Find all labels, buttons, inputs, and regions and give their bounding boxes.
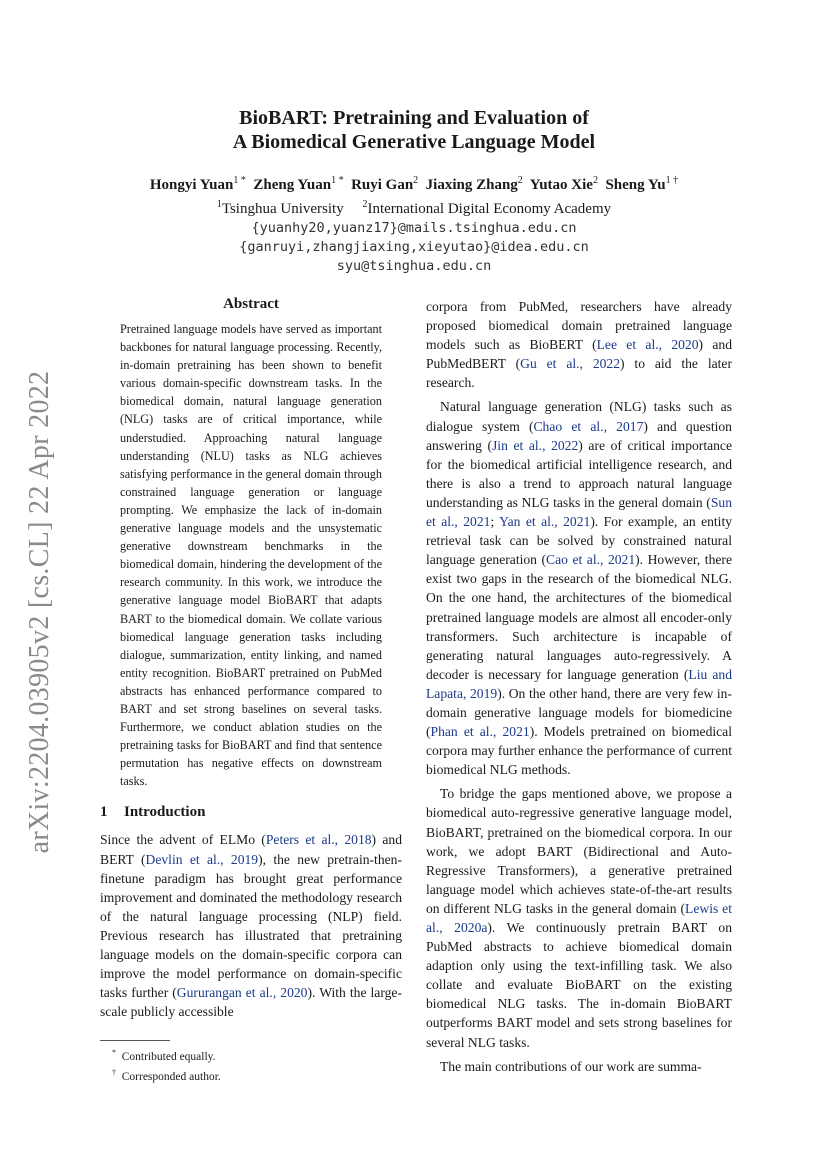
affiliations xyxy=(0,195,828,219)
title-line-1: BioBART: Pretraining and Evaluation of xyxy=(239,107,589,129)
author-marker: 1 * xyxy=(233,175,246,186)
paper-title xyxy=(0,106,828,154)
author-name: Yutao Xie xyxy=(529,177,593,193)
citation-link[interactable]: Gururangan et al., 2020 xyxy=(176,985,308,1001)
right-paragraph-1 xyxy=(426,297,732,392)
right-paragraph-2 xyxy=(426,397,732,779)
text-run: ) to aid the later research. xyxy=(426,356,732,391)
citation-link[interactable]: Lee et al., 2020 xyxy=(596,337,699,353)
right-column xyxy=(426,297,732,1076)
author-marker: 2 xyxy=(592,175,598,186)
footnote-divider xyxy=(100,1040,170,1041)
arxiv-identifier: arXiv:2204.03905v2 [cs.CL] 22 Apr 2022 xyxy=(24,370,55,854)
citation-link[interactable]: Yan et al., 2021 xyxy=(499,514,591,530)
citation-link[interactable]: Jin et al., 2022 xyxy=(492,437,579,453)
text-run: Since the advent of ELMo ( xyxy=(100,832,266,848)
text-run: ). We continuously pretrain BART on PubMed abstracts to achieve biomedical domain adaption only using the text-infilling task. We also collate and evaluate BioBART on the existing biomedical NLG tasks. The in-domain BioBART outperforms BART model and sets strong baselines for several NLG tasks. xyxy=(426,920,732,1050)
intro-paragraph-1 xyxy=(100,830,402,1021)
citation-link[interactable]: Peters et al., 2018 xyxy=(265,832,372,848)
text-run: ) and PubMedBERT ( xyxy=(426,337,732,372)
citation-link[interactable]: Lewis et al., 2020a xyxy=(426,900,732,935)
footnote-1 xyxy=(100,1045,402,1065)
footnote-marker: † xyxy=(112,1067,116,1077)
affiliation-2: International Digital Economy Academy xyxy=(367,201,612,217)
footnote-2 xyxy=(100,1065,402,1085)
footnotes xyxy=(100,1040,402,1085)
citation-link[interactable]: Liu and Lapata, 2019 xyxy=(426,666,733,701)
citation-link[interactable]: Chao et al., 2017 xyxy=(533,418,644,434)
right-paragraph-3 xyxy=(426,784,732,1051)
abstract-text: Pretrained language models have served as important backbones for natural language processing. Recently, in-domain pretraining has been shown to benefit various domain-specific downstream tasks. In the biomedical domain, natural language generation (NLG) tasks are of critical importance, while understudied. Approaching natural language understanding (NLU) tasks as NLG achieves satisfying performance in the general domain through constrained language generation or language prompting. We emphasize the lack of in-domain generative language models and the unsystematic generative downstream benchmarks in the biomedical domain, hindering the development of the research community. In this work, we introduce the generative language model BioBART that adapts BART to the biomedical domain. We collate various biomedical language generation tasks including dialogue, summarization, entity linking, and named entity recognition. BioBART pretrained on PubMed abstracts has enhanced performance compared to BART and set strong baselines on several tasks. Furthermore, we conduct ablation studies on the pretraining tasks for BioBART and find that sentence permutation has negative effects on downstream tasks. xyxy=(120,322,382,789)
author-name: Sheng Yu xyxy=(605,177,666,193)
text-run: Natural language generation (NLG) tasks such as dialogue system ( xyxy=(426,399,732,434)
affiliation-marker: 2 xyxy=(362,199,368,210)
affiliation-1: Tsinghua University xyxy=(221,201,344,217)
arxiv-sidebar xyxy=(18,362,62,862)
author-marker: 1 † xyxy=(665,175,679,186)
text-run: ). However, there exist two gaps in the research of the biomedical NLG. On the one hand, the architectures of the biomedical pretrained language models are almost all encoder-only transformers. Such architecture is incapable of generating natural languages auto-regressively. A decoder is necessary for language generation ( xyxy=(426,552,732,682)
text-run: ). With the large-scale publicly accessible xyxy=(100,985,402,1020)
section-title: Introduction xyxy=(124,804,206,821)
email-line-2: {ganruyi,zhangjiaxing,xieyutao}@idea.edu.cn xyxy=(239,239,589,255)
text-run: ), the new pretrain-then-finetune paradigm has brought great performance improvement and dominated the methodology research of the natural language processing (NLP) field. Previous research has illustrated that pretraining language models on the domain-specific corpora can improve the model performance on domain-specific tasks further ( xyxy=(100,851,402,1001)
text-run: ) are of critical importance for the biomedical artificial intelligence research, and there is also a trend to approach natural language understanding as NLG tasks in the general domain ( xyxy=(426,437,733,510)
text-run: corpora from PubMed, researchers have already proposed biomedical domain pretrained language models such as BioBERT ( xyxy=(426,299,732,353)
citation-link[interactable]: Devlin et al., 2019 xyxy=(145,851,259,867)
footnote-text: Contributed equally. xyxy=(121,1050,216,1063)
author-names xyxy=(0,171,828,195)
author-marker: 2 xyxy=(413,175,419,186)
author-block xyxy=(0,171,828,276)
affiliation-marker: 1 xyxy=(216,199,222,210)
abstract-heading: Abstract xyxy=(223,296,279,312)
text-run: ; xyxy=(490,514,500,530)
left-column xyxy=(100,296,402,1021)
text-run: ) and question answering ( xyxy=(426,418,732,453)
author-name: Hongyi Yuan xyxy=(149,177,234,193)
email-line-3: syu@tsinghua.edu.cn xyxy=(336,258,492,274)
citation-link[interactable]: Phan et al., 2021 xyxy=(430,724,530,740)
citation-link[interactable]: Cao et al., 2021 xyxy=(546,552,636,568)
footnote-marker: * xyxy=(112,1048,116,1057)
section-heading-introduction xyxy=(100,804,402,821)
author-marker: 1 * xyxy=(331,175,344,186)
citation-link[interactable]: Gu et al., 2022 xyxy=(520,356,621,372)
email-line-1: {yuanhy20,yuanz17}@mails.tsinghua.edu.cn xyxy=(251,220,577,236)
citation-link[interactable]: Sun et al., 2021 xyxy=(426,494,732,530)
text-run: ). On the other hand, there are very few in-domain generative language models for biomedicine ( xyxy=(426,685,732,740)
author-name: Ruyi Gan xyxy=(351,177,414,193)
section-number: 1 xyxy=(100,804,108,821)
text-run: To bridge the gaps mentioned above, we propose a biomedical auto-regressive generative language model, BioBART, pretrained on the biomedical corpora. In our work, we adopt BART (Bidirectional and Auto-Regressive Transformers), a generative pretrained language model which achieves state-of-the-art results on different NLG tasks in the general domain ( xyxy=(426,786,732,916)
right-paragraph-4: The main contributions of our work are summa- xyxy=(440,1058,702,1074)
text-run: ). For example, an entity retrieval task can be solved by constrained natural language generation ( xyxy=(426,514,733,568)
text-run: ). Models pretrained on biomedical corpora may further enhance the performance of current biomedical NLG methods. xyxy=(426,724,732,778)
author-marker: 2 xyxy=(517,175,523,186)
author-name: Jiaxing Zhang xyxy=(425,177,518,193)
text-run: ) and BERT ( xyxy=(100,832,402,867)
footnote-text: Corresponded author. xyxy=(121,1070,221,1083)
author-name: Zheng Yuan xyxy=(253,177,332,193)
title-line-2: A Biomedical Generative Language Model xyxy=(232,131,596,153)
